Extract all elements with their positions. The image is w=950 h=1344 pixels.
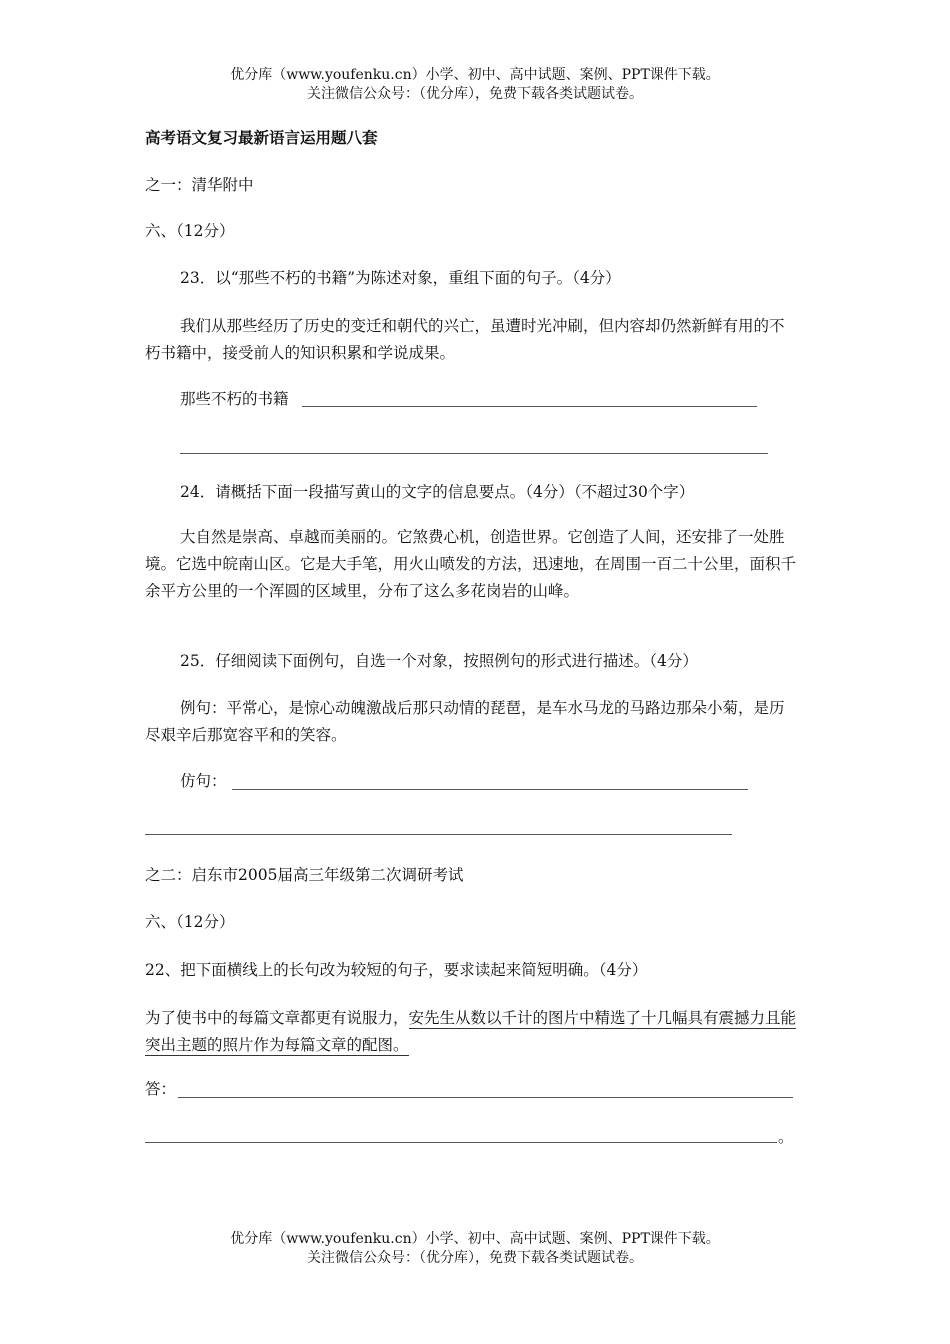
part1-section: 六、（12分） [145,222,235,240]
footer-line-2: 关注微信公众号：（优分库），免费下载各类试题试卷。 [307,1250,643,1266]
q24-prompt: 24．请概括下面一段描写黄山的文字的信息要点。（4分）（不超过30个字） [180,483,695,501]
q23-answer-line-1[interactable] [302,406,757,407]
q23-answer-line-2[interactable] [180,453,768,454]
q25-example: 例句：平常心，是惊心动魄激战后那只动情的琵琶，是车水马龙的马路边那朵小菊，是历尽艰辛后那宽容平和的笑容。 [145,699,785,744]
q25-prompt: 25．仔细阅读下面例句，自选一个对象，按照例句的形式进行描述。（4分） [180,652,698,670]
header-line-2: 关注微信公众号：（优分库），免费下载各类试题试卷。 [307,86,643,102]
q22-prompt: 22、把下面横线上的长句改为较短的句子，要求读起来简短明确。（4分） [145,961,648,979]
q25-answer-line-1[interactable] [232,789,748,790]
q23-answer-lead: 那些不朽的书籍 [180,390,289,408]
header-line-1: 优分库（www.youfenku.cn）小学、初中、高中试题、案例、PPT课件下载。 [230,67,720,83]
q22-passage-underlined: 安先生从数以千计的图片中精选了十几幅具有震撼力且能突出主题的照片作为每篇文章的配图。 [145,1009,797,1054]
q22-answer-line-1[interactable] [178,1097,793,1098]
part2-heading: 之二：启东市2005届高三年级第二次调研考试 [145,866,464,884]
q22-passage-plain: 为了使书中的每篇文章都更有说服力， [145,1009,409,1027]
q22-end-mark: 。 [778,1128,794,1146]
q22-passage [145,1005,797,1059]
q25-answer-line-2[interactable] [145,834,732,835]
q25-imitation-label: 仿句： [180,772,227,790]
part1-heading: 之一：清华附中 [145,176,254,194]
part2-section: 六、（12分） [145,913,235,931]
document-title: 高考语文复习最新语言运用题八套 [145,128,378,147]
q23-passage: 我们从那些经历了历史的变迁和朝代的兴亡，虽遭时光冲刷，但内容却仍然新鲜有用的不朽书籍中，接受前人的知识积累和学说成果。 [145,317,785,362]
q22-answer-line-2[interactable] [145,1142,777,1143]
footer-line-1: 优分库（www.youfenku.cn）小学、初中、高中试题、案例、PPT课件下载。 [230,1231,720,1247]
q22-answer-label: 答： [145,1080,177,1098]
q23-prompt: 23．以“那些不朽的书籍”为陈述对象，重组下面的句子。（4分） [180,269,621,287]
q24-passage: 大自然是崇高、卓越而美丽的。它煞费心机，创造世界。它创造了人间，还安排了一处胜境。它选中皖南山区。它是大手笔，用火山喷发的方法，迅速地，在周围一百二十公里，面积千余平方公里的一个浑圆的区域里，分布了这么多花岗岩的山峰。 [145,528,797,600]
